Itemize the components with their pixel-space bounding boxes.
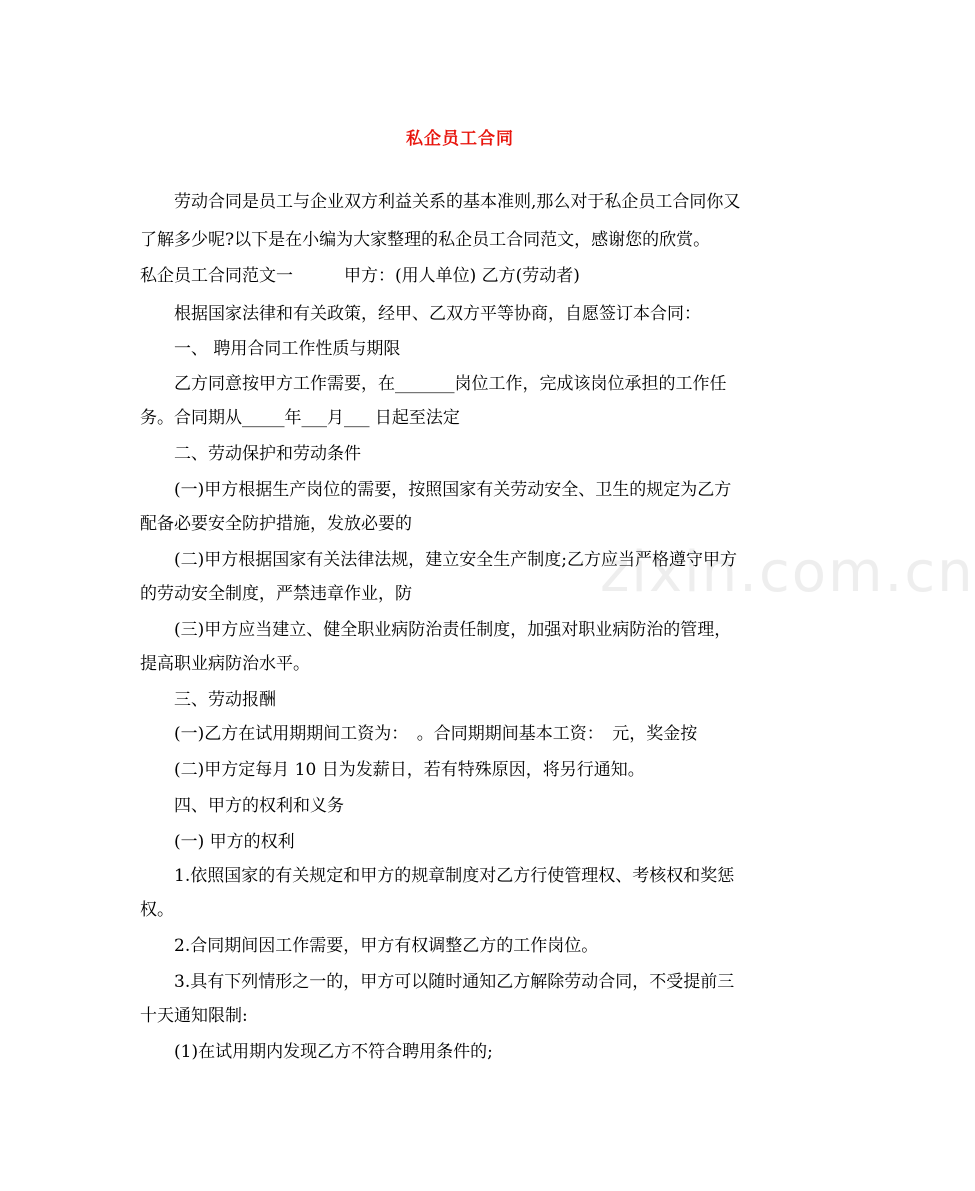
- paragraph-line: 十天通知限制:: [140, 1006, 248, 1026]
- document-title: 私企员工合同: [406, 129, 514, 149]
- paragraph-line: (二)甲方定每月 10 日为发薪日，若有特殊原因，将另行通知。: [174, 760, 645, 780]
- section-heading: 三、劳动报酬: [174, 690, 276, 710]
- paragraph-line: (二)甲方根据国家有关法律法规，建立安全生产制度;乙方应当严格遵守甲方: [174, 550, 737, 570]
- paragraph-line: 了解多少呢?以下是在小编为大家整理的私企员工合同范文，感谢您的欣赏。: [140, 230, 711, 250]
- paragraph-line: 的劳动安全制度，严禁违章作业，防: [140, 584, 412, 604]
- section-heading: 四、甲方的权利和义务: [174, 796, 344, 816]
- paragraph-line: 2.合同期间因工作需要，甲方有权调整乙方的工作岗位。: [174, 936, 599, 956]
- paragraph-line: 劳动合同是员工与企业双方利益关系的基本准则,那么对于私企员工合同你又: [174, 192, 741, 212]
- paragraph-line: 配备必要安全防护措施，发放必要的: [140, 514, 412, 534]
- paragraph-line: 权。: [140, 900, 174, 920]
- watermark: zixin.com.cn: [600, 540, 975, 605]
- paragraph-line: 3.具有下列情形之一的，甲方可以随时通知乙方解除劳动合同，不受提前三: [174, 972, 735, 992]
- paragraph-line: 乙方同意按甲方工作需要，在_______岗位工作，完成该岗位承担的工作任: [174, 374, 727, 394]
- section-heading: 一、 聘用合同工作性质与期限: [174, 339, 401, 359]
- paragraph-line: 根据国家法律和有关政策，经甲、乙双方平等协商，自愿签订本合同：: [174, 304, 701, 324]
- paragraph-line: 务。合同期从_____年___月___ 日起至法定: [140, 408, 460, 428]
- paragraph-line: (三)甲方应当建立、健全职业病防治责任制度，加强对职业病防治的管理，: [174, 620, 732, 640]
- section-heading: 二、劳动保护和劳动条件: [174, 444, 361, 464]
- subsection-heading: (一) 甲方的权利: [174, 832, 295, 852]
- paragraph-line: (1)在试用期内发现乙方不符合聘用条件的;: [174, 1042, 493, 1062]
- paragraph-line: 私企员工合同范文一 甲方：(用人单位) 乙方(劳动者): [140, 266, 580, 286]
- paragraph-line: (一)甲方根据生产岗位的需要，按照国家有关劳动安全、卫生的规定为乙方: [174, 480, 732, 500]
- paragraph-line: 1.依照国家的有关规定和甲方的规章制度对乙方行使管理权、考核权和奖惩: [174, 866, 735, 886]
- paragraph-line: 提高职业病防治水平。: [140, 654, 310, 674]
- paragraph-line: (一)乙方在试用期期间工资为： 。合同期期间基本工资： 元，奖金按: [174, 724, 698, 744]
